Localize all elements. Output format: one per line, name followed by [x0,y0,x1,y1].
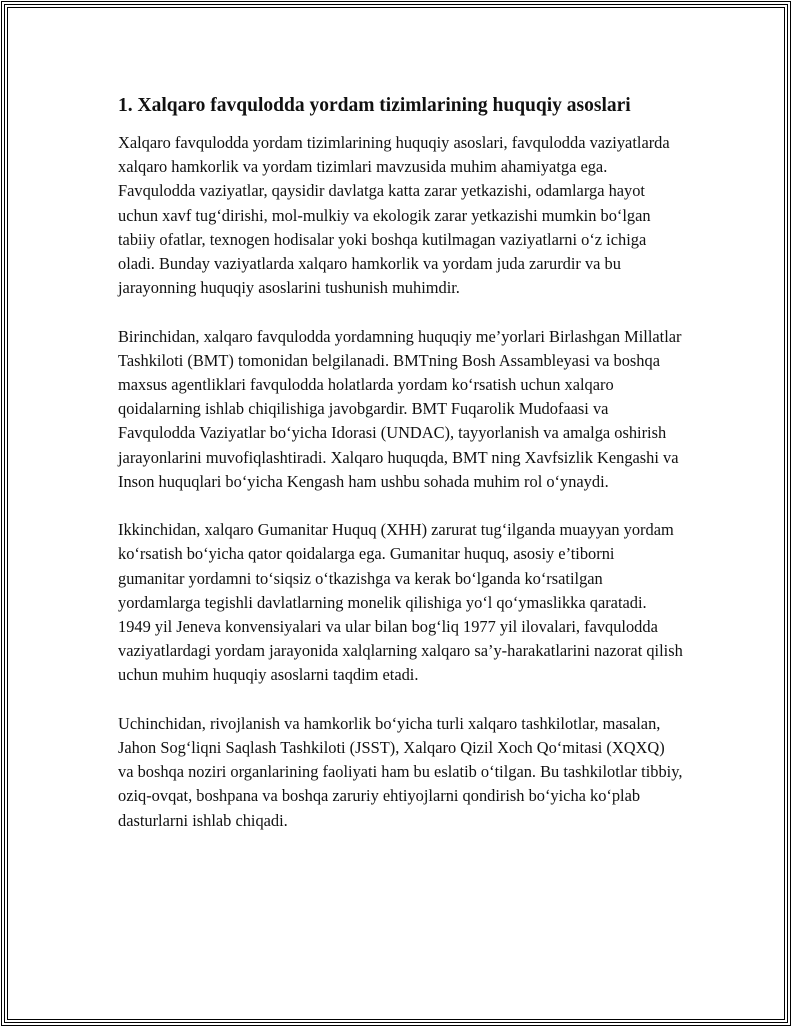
paragraph-first: Birinchidan, xalqaro favqulodda yordamning huquqiy me’yorlari Birlashgan Millatlar Tashkiloti (BMT) tomonidan belgilanadi. BMTning Bosh Assambleyasi va boshqa maxsus agentliklari favqulodda holatlarda yordam ko‘rsatish uchun xalqaro qoidalarning ishlab chiqilishiga javobgardir. BMT Fuqarolik Mudofaasi va Favqulodda Vaziyatlar bo‘yicha Idorasi (UNDAC), tayyorlanish va amalga oshirish jarayonlarini muvofiqlashtiradi. Xalqaro huquqda, BMT ning Xavfsizlik Kengashi va Inson huquqlari bo‘yicha Kengash ham ushbu sohada muhim rol o‘ynaydi. [118,326,682,491]
document-body [118,92,683,857]
paragraph-third: Uchinchidan, rivojlanish va hamkorlik bo‘yicha turli xalqaro tashkilotlar, masalan, Jahon Sog‘liqni Saqlash Tashkiloti (JSST), Xalqaro Qizil Xoch Qo‘mitasi (XQXQ) va boshqa noziri organlarining faoliyati ham bu eslatib o‘tilgan. Bu tashkilotlar tibbiy, oziq-ovqat, boshpana va boshqa zaruriy ehtiyojlarni qondirish bo‘yicha ko‘plab dasturlarni ishlab chiqadi. [118,713,683,830]
section-heading: 1. Xalqaro favqulodda yordam tizimlarining huquqiy asoslari [118,95,631,116]
paragraph-second: Ikkinchidan, xalqaro Gumanitar Huquq (XHH) zarurat tug‘ilganda muayyan yordam ko‘rsatish bo‘yicha qator qoidalarga ega. Gumanitar huquq, asosiy e’tiborni gumanitar yordamni to‘siqsiz o‘tkazishga va kerak bo‘lganda ko‘rsatilgan yordamlarga tegishli davlatlarning monelik qilishiga yo‘l qo‘ymaslikka qaratadi. 1949 yil Jeneva konvensiyalari va ular bilan bog‘liq 1977 yil ilovalari, favqulodda vaziyatlardagi yordam jarayonida xalqlarning xalqaro sa’y-harakatlarini nazorat qilish uchun muhim huquqiy asoslarni taqdim etadi. [118,520,683,685]
paragraph-intro: Xalqaro favqulodda yordam tizimlarining huquqiy asoslari, favqulodda vaziyatlarda xalqaro hamkorlik va yordam tizimlari mavzusida muhim ahamiyatga ega. Favqulodda vaziyatlar, qaysidir davlatga katta zarar yetkazishi, odamlarga hayot uchun xavf tug‘dirishi, mol-mulkiy va ekologik zarar yetkazishi mumkin bo‘lgan tabiiy ofatlar, texnogen hodisalar yoki boshqa kutilmagan vaziyatlarni o‘z ichiga oladi. Bunday vaziyatlarda xalqaro hamkorlik va yordam juda zarurdir va bu jarayonning huquqiy asoslarini tushunish muhimdir. [118,133,670,298]
